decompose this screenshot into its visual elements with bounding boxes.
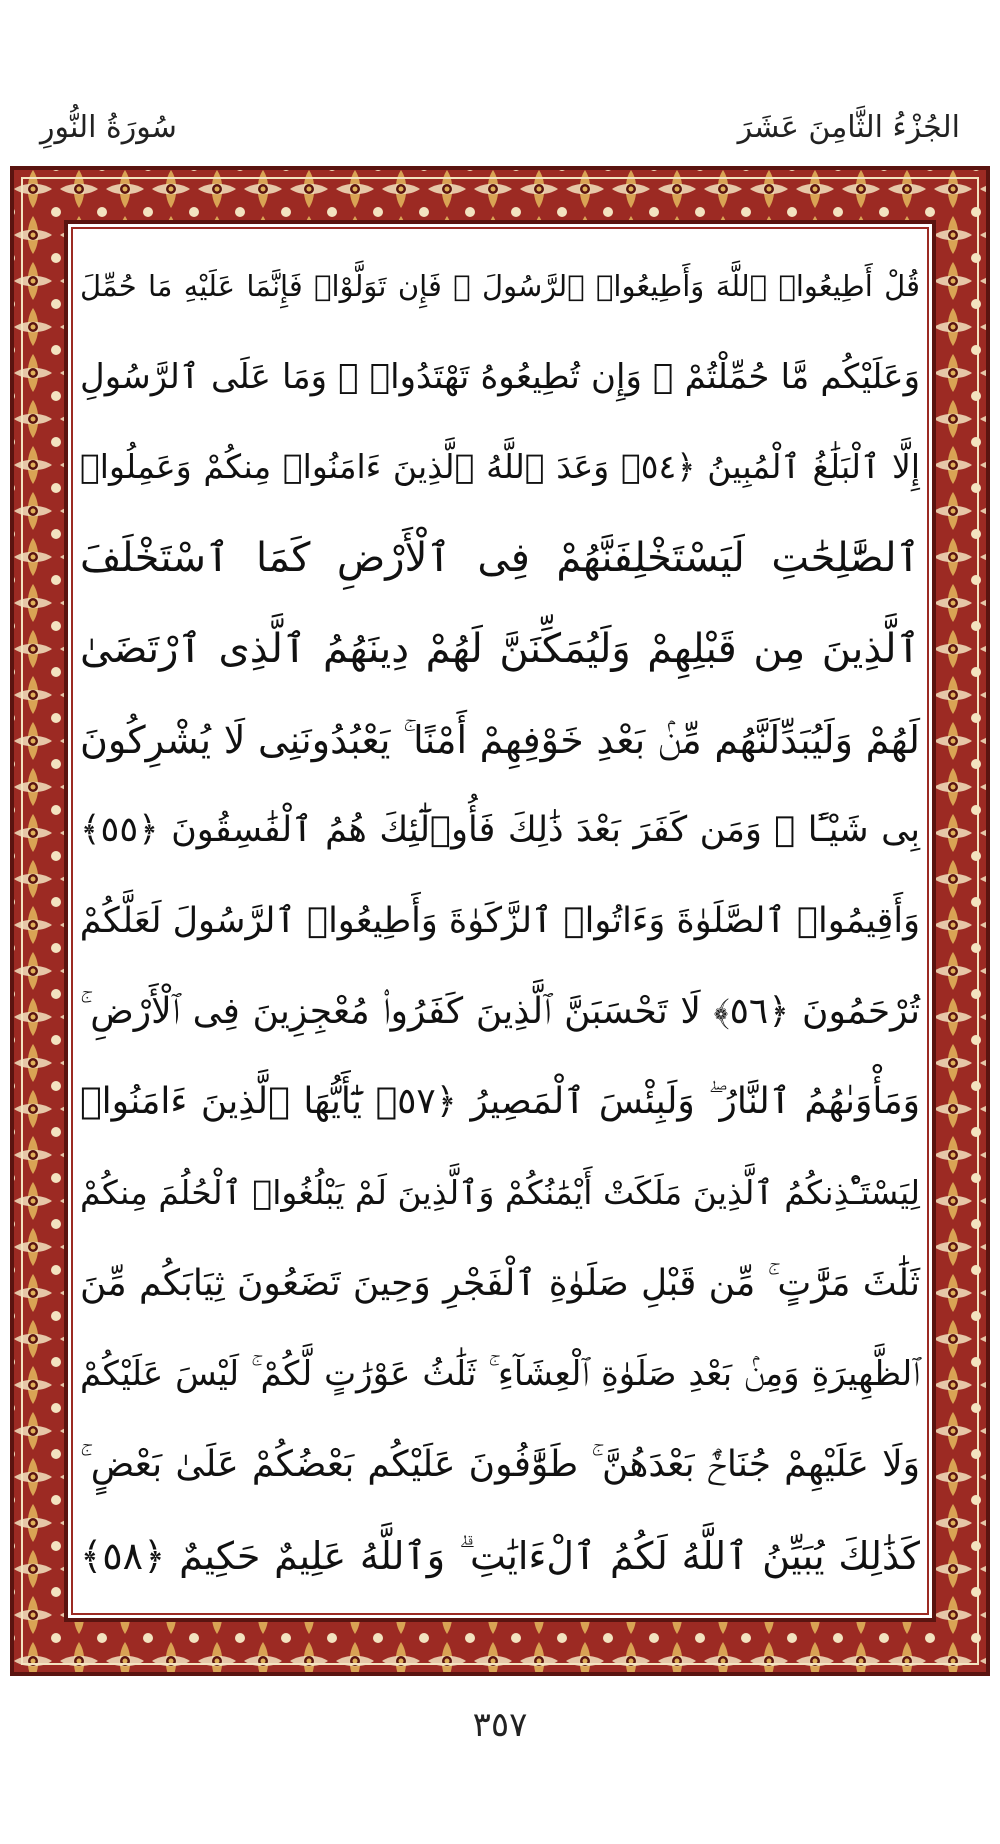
text-line: ٱلصَّٰلِحَٰتِ لَيَسْتَخْلِفَنَّهُمْ فِى ٱلْأَرْضِ كَمَا ٱسْتَخْلَفَ: [80, 535, 920, 582]
text-line: ثَلَٰثَ مَرَّٰتٍ ۚ مِّن قَبْلِ صَلَوٰةِ ٱلْفَجْرِ وَحِينَ تَضَعُونَ ثِيَابَكُم مِّنَ: [80, 1262, 920, 1304]
text-line: تُرْحَمُونَ ﴿٥٦﴾ لَا تَحْسَبَنَّ ٱلَّذِينَ كَفَرُوا۟ مُعْجِزِينَ فِى ٱلْأَرْضِ ۚ: [80, 990, 920, 1032]
text-line: وَلَا عَلَيْهِمْ جُنَاحٌۢ بَعْدَهُنَّ ۚ طَوَّٰفُونَ عَلَيْكُم بَعْضُكُمْ عَلَىٰ بَعْضٍ ۚ: [80, 1444, 920, 1486]
text-line: ٱلظَّهِيرَةِ وَمِنۢ بَعْدِ صَلَوٰةِ ٱلْعِشَآءِ ۚ ثَلَٰثُ عَوْرَٰتٍ لَّكُمْ ۚ لَيْسَ عَلَيْكُمْ: [80, 1354, 920, 1395]
text-line: وَمَأْوَىٰهُمُ ٱلنَّارُ ۖ وَلَبِئْسَ ٱلْمَصِيرُ ﴿٥٧﴾ يَٰٓأَيُّهَا ٱلَّذِينَ ءَامَنُوا۟: [80, 1081, 920, 1123]
page-header: [0, 0, 1000, 170]
text-line: قُلْ أَطِيعُوا۟ ٱللَّهَ وَأَطِيعُوا۟ ٱلرَّسُولَ ۖ فَإِن تَوَلَّوْا۟ فَإِنَّمَا عَلَيْهِ مَا حُمِّلَ: [80, 269, 920, 303]
text-line: لِيَسْتَـْٔذِنكُمُ ٱلَّذِينَ مَلَكَتْ أَيْمَٰنُكُمْ وَٱلَّذِينَ لَمْ يَبْلُغُوا۟ ٱلْحُلُمَ مِنكُمْ: [80, 1173, 920, 1213]
quran-text: [80, 246, 920, 1596]
text-line: وَعَلَيْكُم مَّا حُمِّلْتُمْ ۖ وَإِن تُطِيعُوهُ تَهْتَدُوا۟ ۚ وَمَا عَلَى ٱلرَّسُولِ: [80, 356, 920, 397]
text-line: ٱلَّذِينَ مِن قَبْلِهِمْ وَلَيُمَكِّنَنَّ لَهُمْ دِينَهُمُ ٱلَّذِى ٱرْتَضَىٰ: [80, 625, 920, 672]
text-line: كَذَٰلِكَ يُبَيِّنُ ٱللَّهُ لَكُمُ ٱلْءَايَٰتِ ۗ وَٱللَّهُ عَلِيمٌ حَكِيمٌ ﴿٥٨﴾: [80, 1533, 920, 1578]
text-line: بِى شَيْـًٔا ۚ وَمَن كَفَرَ بَعْدَ ذَٰلِكَ فَأُو۟لَٰٓئِكَ هُمُ ٱلْفَٰسِقُونَ ﴿٥٥﴾: [80, 810, 920, 851]
text-line: إِلَّا ٱلْبَلَٰغُ ٱلْمُبِينُ ﴿٥٤﴾ وَعَدَ ٱللَّهُ ٱلَّذِينَ ءَامَنُوا۟ مِنكُمْ وَعَمِلُوا۟: [80, 447, 921, 487]
text-line: لَهُمْ وَلَيُبَدِّلَنَّهُم مِّنۢ بَعْدِ خَوْفِهِمْ أَمْنًا ۚ يَعْبُدُونَنِى لَا يُشْرِكُونَ: [80, 717, 920, 762]
surah-name: سُورَةُ النُّورِ: [40, 110, 177, 145]
page-number: ٣٥٧: [472, 1705, 528, 1745]
juz-name: الجُزْءُ الثَّامِنَ عَشَرَ: [737, 110, 960, 145]
text-line: وَأَقِيمُوا۟ ٱلصَّلَوٰةَ وَءَاتُوا۟ ٱلزَّكَوٰةَ وَأَطِيعُوا۟ ٱلرَّسُولَ لَعَلَّكُمْ: [79, 900, 920, 941]
